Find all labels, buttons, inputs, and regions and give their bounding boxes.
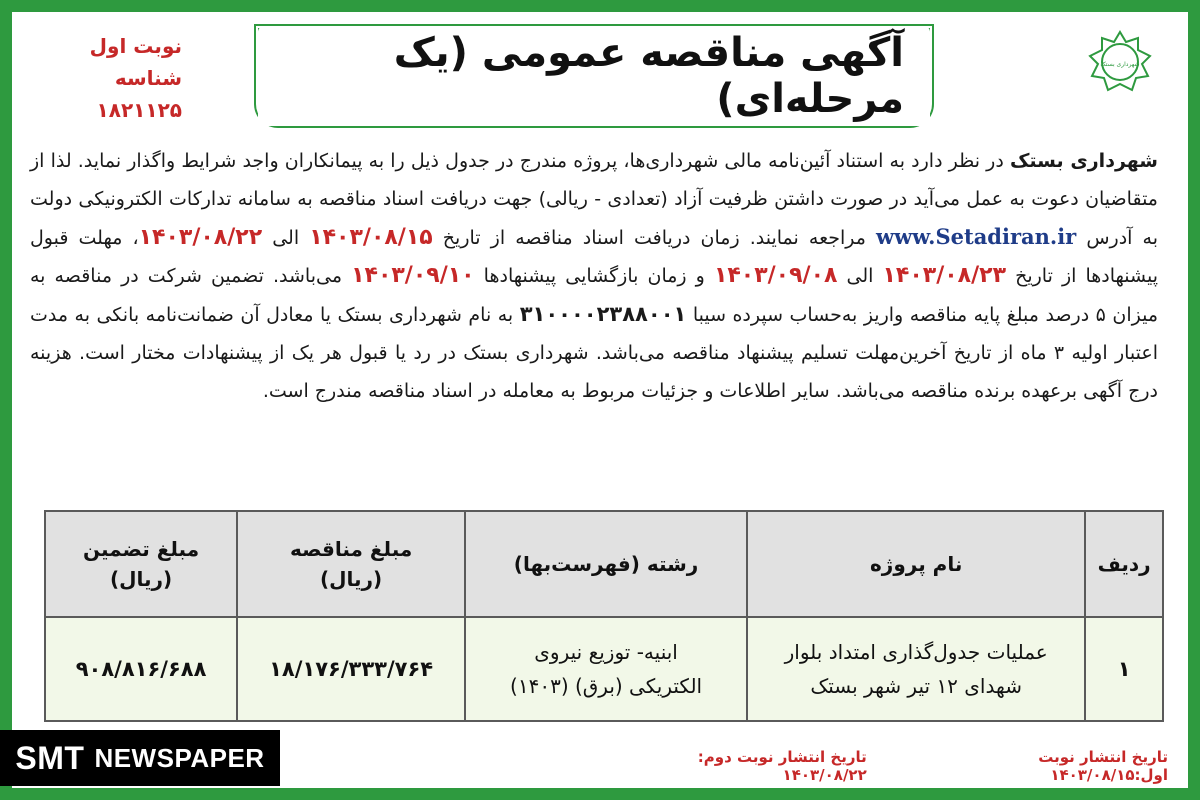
watermark-smt: SMT — [15, 739, 85, 776]
municipality-name: شهرداری بستک — [1009, 150, 1158, 172]
smt-newspaper-watermark — [0, 730, 280, 786]
bid-date-to: ۱۴۰۳/۰۹/۰۸ — [713, 263, 838, 288]
watermark-newspaper: NEWSPAPER — [94, 742, 265, 773]
header-amount — [237, 511, 465, 617]
cell-field-line1: ابنیه- توزیع نیروی — [534, 640, 678, 664]
notice-round: نوبت اول — [89, 34, 182, 58]
logo-text: شهرداری بستک — [1100, 61, 1140, 68]
notice-body — [30, 142, 1158, 498]
notice-info — [32, 30, 182, 122]
cell-project-line1: عملیات جدول‌گذاری امتداد بلوار — [784, 640, 1048, 664]
header-guarantee-unit: (ریال) — [109, 567, 173, 591]
cell-guarantee: ۹۰۸/۸۱۶/۶۸۸ — [45, 617, 237, 721]
tender-table — [44, 510, 1164, 722]
doc-date-to: ۱۴۰۳/۰۸/۲۲ — [138, 225, 263, 250]
header-project: نام پروژه — [747, 511, 1085, 617]
cell-row-number: ۱ — [1085, 617, 1163, 721]
cell-field — [465, 617, 747, 721]
body-part-3: الی — [262, 227, 310, 249]
header-row-number: ردیف — [1085, 511, 1163, 617]
header-guarantee — [45, 511, 237, 617]
body-part-4: ، مهلت قبول پیشنهادها از تاریخ — [30, 227, 1159, 287]
title-banner — [256, 26, 932, 126]
cell-project-line2: شهدای ۱۲ تیر شهر بستک — [810, 674, 1022, 698]
table-row — [45, 617, 1163, 721]
bid-date-from: ۱۴۰۳/۰۸/۲۳ — [882, 263, 1006, 288]
body-part-2: مراجعه نمایند. زمان دریافت اسناد مناقصه از تاریخ — [432, 227, 877, 249]
table-header-row — [45, 511, 1163, 617]
body-part-5: الی — [837, 265, 883, 287]
second-publication-date: تاریخ انتشار نوبت دوم: ۱۴۰۳/۰۸/۲۲ — [697, 748, 867, 784]
header-amount-label: مبلغ مناقصه — [289, 537, 413, 561]
body-part-7: می‌باشد. تضمین شرکت در مناقصه به میزان ۵ درصد مبلغ پایه مناقصه واریز به‌حساب سپرده سیبا — [30, 265, 1158, 326]
website-link[interactable]: www.Setadiran.ir — [876, 224, 1077, 249]
page-title: آگهی مناقصه عمومی (یک مرحله‌ای) — [258, 26, 930, 126]
municipality-logo — [1088, 30, 1152, 94]
publication-dates — [620, 748, 1168, 784]
opening-date: ۱۴۰۳/۰۹/۱۰ — [351, 263, 475, 288]
header-amount-unit: (ریال) — [320, 567, 383, 591]
cell-project — [747, 617, 1085, 721]
notice-id: شناسه ۱۸۲۱۱۲۵ — [96, 66, 182, 122]
body-part-1: در نظر دارد به استناد آئین‌نامه مالی شهرداری‌ها، پروژه مندرج در جدول ذیل را به پیمانکاران واجد شرایط واگذار نماید. لذا از متقاضیان دعوت به عمل می‌آید در صورت داشتن ظرفیت آزاد (تعدادی - ریالی) جهت دریافت اسناد مناقصه به سامانه تدارکات الکترونیکی دولت به آدرس — [30, 150, 1158, 249]
account-number: ۳۱۰۰۰۰۲۳۸۸۰۰۱ — [519, 302, 687, 326]
doc-date-from: ۱۴۰۳/۰۸/۱۵ — [309, 225, 433, 250]
body-part-8: به نام شهرداری بستک یا معادل آن ضمانت‌نامه بانکی به مدت اعتبار اولیه ۳ ماه از تاریخ آخرین‌مهلت تسلیم پیشنهاد مناقصه می‌باشد. شهرداری بستک در رد یا قبول هر یک از پیشنهادات مختار است. هزینه درج آگهی برعهده برنده مناقصه می‌باشد. سایر اطلاعات و جزئیات مربوط به معامله در اسناد مناقصه مندرج است. — [30, 304, 1158, 402]
first-publication-date: تاریخ انتشار نوبت اول:۱۴۰۳/۰۸/۱۵ — [1038, 748, 1168, 784]
cell-amount: ۱۸/۱۷۶/۳۳۳/۷۶۴ — [237, 617, 465, 721]
header-field: رشته (فهرست‌بها) — [465, 511, 747, 617]
header-guarantee-label: مبلغ تضمین — [82, 537, 200, 561]
cell-field-line2: الکتریکی (برق) (۱۴۰۳) — [510, 674, 703, 698]
body-part-6: و زمان بازگشایی پیشنهادها — [474, 265, 714, 287]
